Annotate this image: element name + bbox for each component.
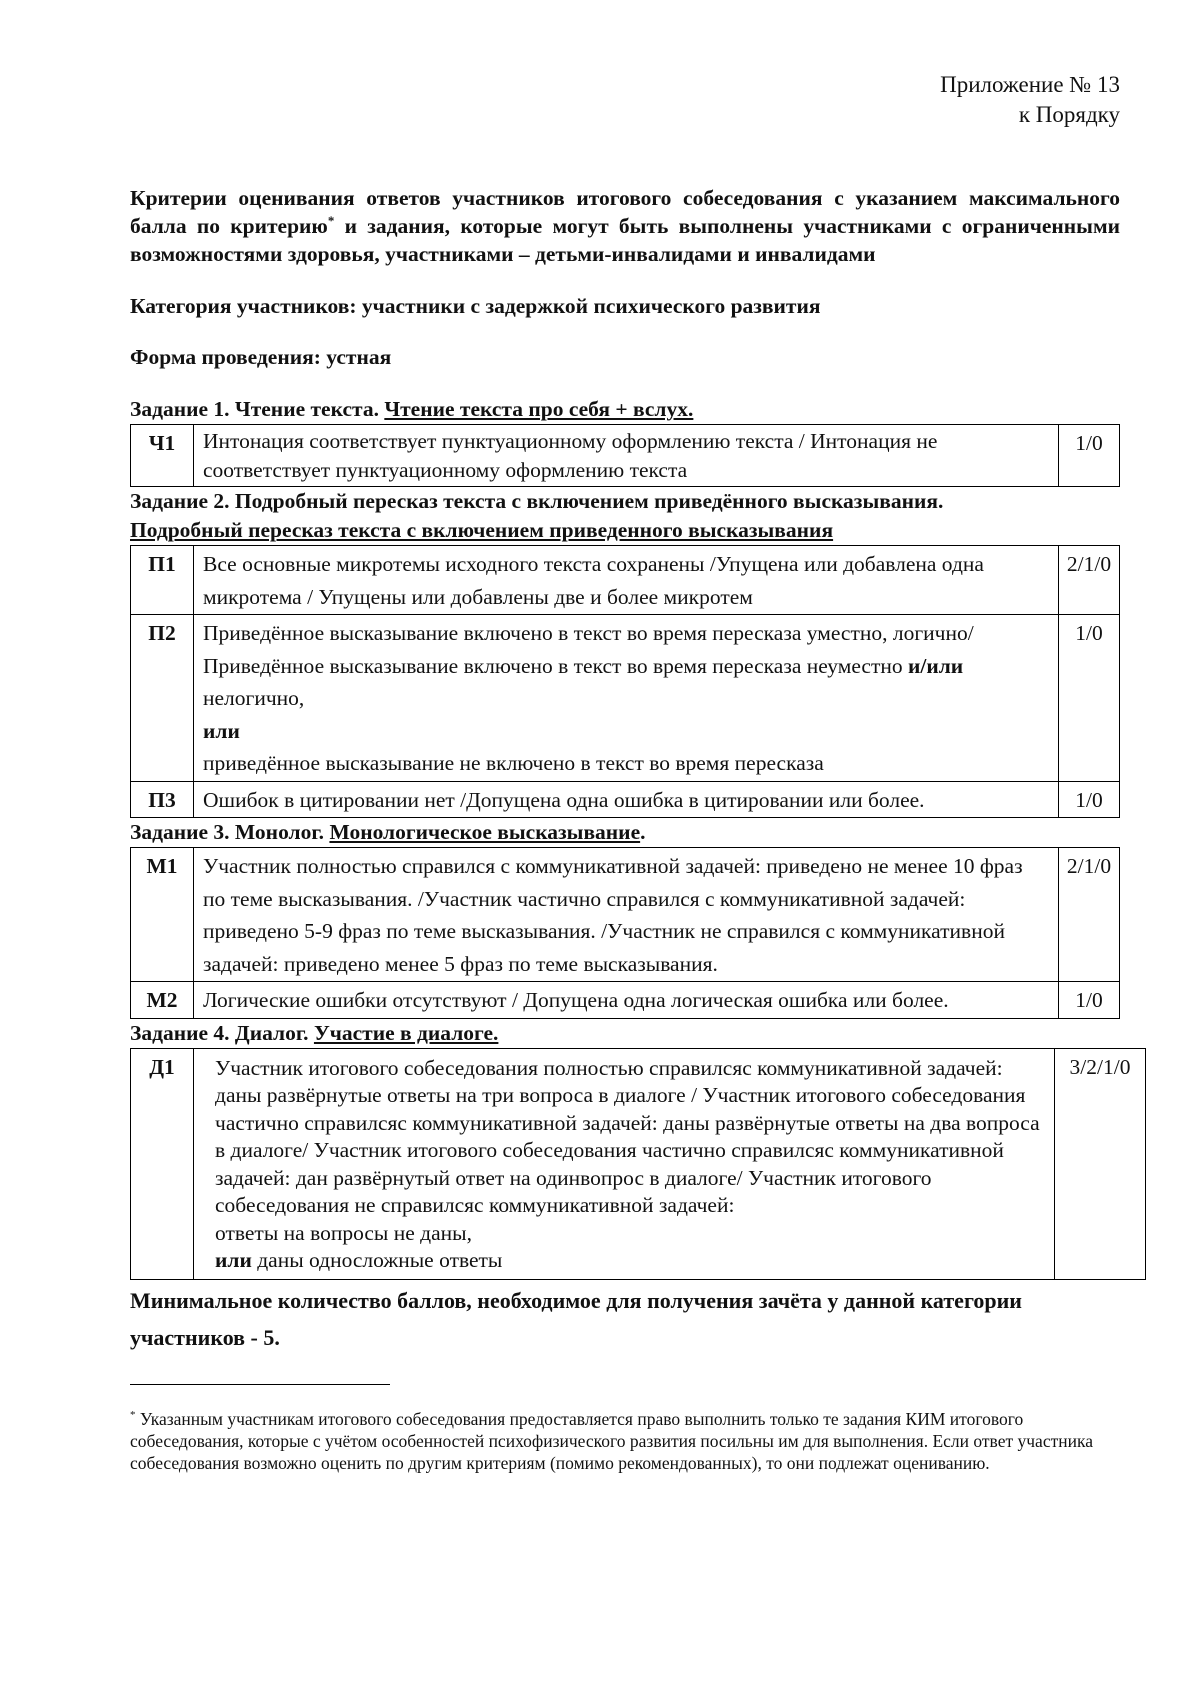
task2-subheading: Подробный пересказ текста с включением приведенного высказывания [130,518,834,542]
criterion-code: П2 [131,615,194,782]
task1-heading: Задание 1. Чтение текста. Чтение текста про себя + вслух. [130,397,694,421]
criterion-description: Участник итогового собеседования полностью справилсяс коммуникативной задачей: даны развёрнутые ответы на три вопроса в диалоге / Участник итогового собеседования частично справилсяс коммуникативной задачей: даны развёрнутые ответы на два вопроса в диалоге/ Участник итогового собеседования частично справилсяс коммуникативной задачей: дан развёрнутый ответ на одинвопрос в диалоге/ Участник итогового собеседования не справилсяс коммуникативной задачей: ответы на вопросы не даны, или даны односложные ответы [194,1048,1055,1279]
task1-subheading: Чтение текста про себя + вслух. [384,397,694,421]
appendix-header [130,70,1120,130]
footnote-mark: * [130,1408,136,1421]
table-row [131,546,1120,615]
task3-heading: Задание 3. Монолог. Монологическое высказывание. [130,820,646,844]
criterion-description: Логические ошибки отсутствуют / Допущена одна логическая ошибка или более. [194,982,1059,1019]
criterion-description: Все основные микротемы исходного текста сохранены /Упущена или добавлена одна микротема / Упущены или добавлены две и более микротем [194,546,1059,615]
criterion-description: Приведённое высказывание включено в текст во время пересказа уместно, логично/ Приведённое высказывание включено в текст во время пересказа неуместно и/или нелогично, или приведённое высказывание не включено в текст во время пересказа [194,615,1059,782]
footnote-reference: * [327,212,335,228]
task2-heading: Задание 2. Подробный пересказ текста с включением приведённого высказывания. Подробный пересказ текста с включением приведенного высказывания [130,489,944,542]
criterion-code: П3 [131,781,194,818]
task3-subheading: Монологическое высказывание [329,820,641,844]
document-page [130,70,1131,1474]
criterion-score: 2/1/0 [1059,848,1120,982]
criterion-description: Ошибок в цитировании нет /Допущена одна ошибка в цитировании или более. [194,781,1059,818]
footnote-divider [130,1384,390,1385]
appendix-number: Приложение № 13 [940,72,1120,97]
appendix-reference: к Порядку [1018,102,1120,127]
table-row [131,425,1120,487]
task4-criteria-table [130,1048,1146,1280]
participant-category: Категория участников: участники с задержкой психического развития [130,294,821,318]
table-row [131,615,1120,782]
criterion-score: 1/0 [1059,781,1120,818]
criterion-code: Ч1 [131,425,194,487]
task4-subheading: Участие в диалоге. [313,1020,499,1045]
footnote: * Указанным участникам итогового собеседования предоставляется право выполнить только те задания КИМ итогового собеседования, которые с учётом особенностей психофизического развития посильны им для выполнения. Если ответ участника собеседования возможно оценить по другим критериям (помимо рекомендованных), то они подлежат оцениванию. [130,1408,1093,1473]
table-row [131,848,1120,982]
minimum-score-note: Минимальное количество баллов, необходимое для получения зачёта у данной категории участников - 5. [130,1287,1022,1350]
criterion-code: М2 [131,982,194,1019]
criterion-score: 1/0 [1059,982,1120,1019]
criterion-score: 3/2/1/0 [1055,1048,1146,1279]
task3-criteria-table [130,847,1120,1019]
criterion-description: Участник полностью справился с коммуникативной задачей: приведено не менее 10 фраз по теме высказывания. /Участник частично справился с коммуникативной задачей: приведено 5-9 фраз по теме высказывания. /Участник не справился с коммуникативной задачей: приведено менее 5 фраз по теме высказывания. [194,848,1059,982]
task2-criteria-table [130,545,1120,818]
criterion-score: 2/1/0 [1059,546,1120,615]
exam-form: Форма проведения: устная [130,345,392,369]
task1-criteria-table [130,424,1120,487]
table-row [131,1048,1146,1279]
task4-heading: Задание 4. Диалог. Участие в диалоге. [130,1020,499,1045]
table-row [131,982,1120,1019]
document-title: Критерии оценивания ответов участников итогового собеседования с указанием максимального балла по критерию* и задания, которые могут быть выполнены участниками с ограниченными возможностями здоровья, участниками – детьми-инвалидами и инвалидами [130,186,1120,266]
criterion-score: 1/0 [1059,615,1120,782]
criterion-score: 1/0 [1059,425,1120,487]
criterion-code: П1 [131,546,194,615]
criterion-description: Интонация соответствует пунктуационному оформлению текста / Интонация не соответствует пунктуационному оформлению текста [194,425,1059,487]
criterion-code: Д1 [131,1048,194,1279]
table-row [131,781,1120,818]
criterion-code: М1 [131,848,194,982]
